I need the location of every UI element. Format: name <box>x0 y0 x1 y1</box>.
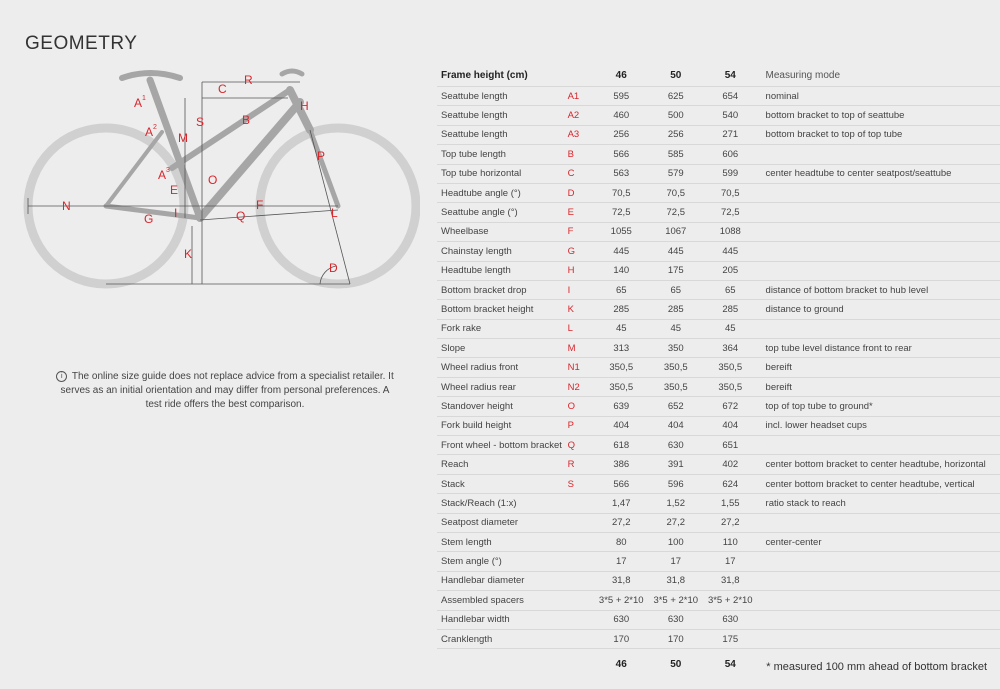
table-row <box>437 87 1000 106</box>
label-O: O <box>208 173 218 187</box>
row-name: Wheel radius rear <box>437 377 568 396</box>
row-value: 27,2 <box>703 513 758 532</box>
row-code <box>568 571 594 590</box>
row-measuring-mode <box>758 242 1000 261</box>
row-value: 170 <box>594 629 649 648</box>
label-E: E <box>170 183 179 197</box>
row-value: 566 <box>594 145 649 164</box>
row-value: 630 <box>649 610 704 629</box>
header-size: 46 <box>615 69 627 81</box>
row-value: 65 <box>649 280 704 299</box>
row-value: 639 <box>594 397 649 416</box>
row-value: 256 <box>594 125 649 144</box>
table-row <box>437 532 1000 551</box>
row-value: 285 <box>649 300 704 319</box>
row-name: Handlebar diameter <box>437 571 568 590</box>
table-row <box>437 145 1000 164</box>
row-measuring-mode <box>758 552 1000 571</box>
header-size: 54 <box>724 69 736 81</box>
row-measuring-mode <box>758 319 1000 338</box>
row-name: Cranklength <box>437 629 568 648</box>
svg-text:1: 1 <box>142 95 146 102</box>
header-measuring-mode: Measuring mode <box>765 69 841 81</box>
row-code: H <box>568 261 594 280</box>
row-value: 630 <box>703 610 758 629</box>
row-measuring-mode <box>758 203 1000 222</box>
row-name: Headtube angle (°) <box>437 183 568 202</box>
row-value: 445 <box>594 242 649 261</box>
row-code: N1 <box>568 358 594 377</box>
row-measuring-mode <box>758 610 1000 629</box>
row-code <box>568 552 594 571</box>
row-value: 72,5 <box>594 203 649 222</box>
label-I: I <box>174 206 178 220</box>
row-value: 445 <box>649 242 704 261</box>
row-value: 31,8 <box>703 571 758 590</box>
row-name: Fork build height <box>437 416 568 435</box>
row-measuring-mode <box>758 145 1000 164</box>
row-value: 80 <box>594 532 649 551</box>
row-code: B <box>568 145 594 164</box>
label-B: B <box>242 113 251 127</box>
row-code <box>568 494 594 513</box>
row-measuring-mode <box>758 513 1000 532</box>
row-value: 445 <box>703 242 758 261</box>
row-measuring-mode: bereift <box>758 358 1000 377</box>
footnote: * measured 100 mm ahead of bottom bracket <box>766 661 987 673</box>
row-value: 17 <box>649 552 704 571</box>
bike-geometry-diagram <box>20 60 420 300</box>
row-value: 566 <box>594 474 649 493</box>
row-code: P <box>568 416 594 435</box>
row-value: 595 <box>594 87 649 106</box>
table-row <box>437 261 1000 280</box>
row-name: Headtube length <box>437 261 568 280</box>
row-value: 624 <box>703 474 758 493</box>
row-value: 579 <box>649 164 704 183</box>
info-icon: i <box>56 371 67 382</box>
table-row <box>437 436 1000 455</box>
row-measuring-mode <box>758 183 1000 202</box>
row-code <box>568 629 594 648</box>
row-measuring-mode: distance of bottom bracket to hub level <box>758 280 1000 299</box>
label-L: L <box>331 206 338 220</box>
label-D: D <box>329 261 338 275</box>
label-K: K <box>184 247 193 261</box>
row-name: Bottom bracket height <box>437 300 568 319</box>
row-name: Stem length <box>437 532 568 551</box>
label-G: G <box>144 212 154 226</box>
row-value: 65 <box>703 280 758 299</box>
row-value: 31,8 <box>649 571 704 590</box>
label-F: F <box>256 198 264 212</box>
table-header-row <box>437 64 1000 87</box>
row-measuring-mode: incl. lower headset cups <box>758 416 1000 435</box>
row-measuring-mode <box>758 591 1000 610</box>
table-row <box>437 416 1000 435</box>
row-value: 350 <box>649 339 704 358</box>
table-row <box>437 474 1000 493</box>
header-size: 50 <box>670 69 682 81</box>
table-row <box>437 300 1000 319</box>
label-R: R <box>244 73 253 87</box>
row-name: Stack/Reach (1:x) <box>437 494 568 513</box>
table-row <box>437 164 1000 183</box>
row-code: K <box>568 300 594 319</box>
footer-size: 54 <box>703 649 758 680</box>
row-code: L <box>568 319 594 338</box>
row-value: 170 <box>649 629 704 648</box>
row-code: N2 <box>568 377 594 396</box>
table-row <box>437 397 1000 416</box>
row-name: Stack <box>437 474 568 493</box>
label-M: M <box>178 131 188 145</box>
row-value: 404 <box>703 416 758 435</box>
row-name: Seattube length <box>437 125 568 144</box>
size-guide-note <box>55 370 395 412</box>
row-value: 563 <box>594 164 649 183</box>
row-name: Wheel radius front <box>437 358 568 377</box>
label-H: H <box>300 99 309 113</box>
row-value: 110 <box>703 532 758 551</box>
row-measuring-mode <box>758 261 1000 280</box>
table-row <box>437 591 1000 610</box>
row-value: 630 <box>649 436 704 455</box>
row-name: Fork rake <box>437 319 568 338</box>
row-measuring-mode: center headtube to center seatpost/seattube <box>758 164 1000 183</box>
row-measuring-mode: center bottom bracket to center headtube, horizontal <box>758 455 1000 474</box>
label-Q: Q <box>236 209 246 223</box>
row-name: Seatpost diameter <box>437 513 568 532</box>
row-name: Handlebar width <box>437 610 568 629</box>
label-P: P <box>317 149 326 163</box>
row-value: 651 <box>703 436 758 455</box>
row-name: Assembled spacers <box>437 591 568 610</box>
table-row <box>437 125 1000 144</box>
table-row <box>437 629 1000 648</box>
table-row <box>437 280 1000 299</box>
row-value: 596 <box>649 474 704 493</box>
footer-size: 50 <box>649 649 704 680</box>
row-value: 175 <box>703 629 758 648</box>
row-value: 350,5 <box>703 377 758 396</box>
row-value: 350,5 <box>594 377 649 396</box>
row-value: 313 <box>594 339 649 358</box>
row-value: 72,5 <box>703 203 758 222</box>
row-value: 45 <box>649 319 704 338</box>
row-value: 175 <box>649 261 704 280</box>
svg-text:3: 3 <box>166 167 170 174</box>
row-code: E <box>568 203 594 222</box>
row-measuring-mode: nominal <box>758 87 1000 106</box>
row-value: 31,8 <box>594 571 649 590</box>
row-value: 654 <box>703 87 758 106</box>
row-value: 672 <box>703 397 758 416</box>
row-value: 404 <box>649 416 704 435</box>
table-row <box>437 358 1000 377</box>
row-value: 271 <box>703 125 758 144</box>
label-A2: A <box>145 125 154 139</box>
label-S: S <box>196 115 205 129</box>
row-code <box>568 610 594 629</box>
row-value: 45 <box>594 319 649 338</box>
row-name: Wheelbase <box>437 222 568 241</box>
row-value: 1,47 <box>594 494 649 513</box>
row-measuring-mode: bottom bracket to top of top tube <box>758 125 1000 144</box>
row-measuring-mode: bereift <box>758 377 1000 396</box>
row-code: F <box>568 222 594 241</box>
table-row <box>437 319 1000 338</box>
row-measuring-mode: ratio stack to reach <box>758 494 1000 513</box>
row-value: 285 <box>594 300 649 319</box>
row-code: D <box>568 183 594 202</box>
row-name: Top tube length <box>437 145 568 164</box>
row-value: 599 <box>703 164 758 183</box>
row-name: Reach <box>437 455 568 474</box>
row-code: A1 <box>568 87 594 106</box>
row-name: Seattube angle (°) <box>437 203 568 222</box>
row-code: S <box>568 474 594 493</box>
row-code: R <box>568 455 594 474</box>
row-name: Standover height <box>437 397 568 416</box>
row-value: 72,5 <box>649 203 704 222</box>
row-name: Bottom bracket drop <box>437 280 568 299</box>
row-value: 70,5 <box>594 183 649 202</box>
row-measuring-mode: bottom bracket to top of seattube <box>758 106 1000 125</box>
table-row <box>437 222 1000 241</box>
row-value: 1,55 <box>703 494 758 513</box>
row-measuring-mode: center-center <box>758 532 1000 551</box>
table-row <box>437 610 1000 629</box>
row-code: A2 <box>568 106 594 125</box>
table-row <box>437 339 1000 358</box>
row-value: 1,52 <box>649 494 704 513</box>
row-code <box>568 513 594 532</box>
row-name: Chainstay length <box>437 242 568 261</box>
table-row <box>437 106 1000 125</box>
row-value: 606 <box>703 145 758 164</box>
header-frame-height: Frame height (cm) <box>441 69 528 81</box>
table-row <box>437 377 1000 396</box>
footer-size: 46 <box>594 649 649 680</box>
row-value: 3*5 + 2*10 <box>649 591 704 610</box>
row-name: Seattube length <box>437 87 568 106</box>
row-value: 364 <box>703 339 758 358</box>
table-row <box>437 494 1000 513</box>
row-value: 391 <box>649 455 704 474</box>
row-measuring-mode <box>758 629 1000 648</box>
table-row <box>437 203 1000 222</box>
row-value: 625 <box>649 87 704 106</box>
geometry-table <box>437 64 1000 679</box>
label-N: N <box>62 199 71 213</box>
row-value: 17 <box>594 552 649 571</box>
row-value: 652 <box>649 397 704 416</box>
row-value: 27,2 <box>594 513 649 532</box>
page-title: GEOMETRY <box>25 32 138 54</box>
row-code: I <box>568 280 594 299</box>
row-measuring-mode: center bottom bracket to center headtube, vertical <box>758 474 1000 493</box>
row-value: 404 <box>594 416 649 435</box>
row-value: 500 <box>649 106 704 125</box>
row-value: 630 <box>594 610 649 629</box>
label-A1: A <box>134 96 143 110</box>
size-guide-note-text: The online size guide does not replace advice from a specialist retailer. It serves as an initial orientation and may differ from personal preferences. A test ride offers the best comparison. <box>60 371 394 410</box>
table-row <box>437 242 1000 261</box>
row-value: 70,5 <box>649 183 704 202</box>
row-value: 3*5 + 2*10 <box>703 591 758 610</box>
row-name: Front wheel - bottom bracket <box>437 436 568 455</box>
row-value: 256 <box>649 125 704 144</box>
row-name: Stem angle (°) <box>437 552 568 571</box>
row-measuring-mode: distance to ground <box>758 300 1000 319</box>
row-value: 285 <box>703 300 758 319</box>
row-value: 350,5 <box>649 377 704 396</box>
row-code <box>568 591 594 610</box>
table-row <box>437 513 1000 532</box>
row-measuring-mode: top of top tube to ground* <box>758 397 1000 416</box>
row-code: A3 <box>568 125 594 144</box>
row-name: Top tube horizontal <box>437 164 568 183</box>
row-value: 45 <box>703 319 758 338</box>
svg-text:2: 2 <box>153 124 157 131</box>
row-value: 350,5 <box>649 358 704 377</box>
row-value: 350,5 <box>594 358 649 377</box>
row-value: 140 <box>594 261 649 280</box>
row-value: 618 <box>594 436 649 455</box>
row-value: 1067 <box>649 222 704 241</box>
table-row <box>437 183 1000 202</box>
row-value: 3*5 + 2*10 <box>594 591 649 610</box>
row-value: 17 <box>703 552 758 571</box>
row-code: M <box>568 339 594 358</box>
table-row <box>437 455 1000 474</box>
row-value: 1088 <box>703 222 758 241</box>
row-value: 386 <box>594 455 649 474</box>
label-C: C <box>218 82 227 96</box>
row-value: 70,5 <box>703 183 758 202</box>
row-code: O <box>568 397 594 416</box>
row-measuring-mode: top tube level distance front to rear <box>758 339 1000 358</box>
row-value: 350,5 <box>703 358 758 377</box>
row-measuring-mode <box>758 222 1000 241</box>
table-row <box>437 552 1000 571</box>
row-code <box>568 532 594 551</box>
row-measuring-mode <box>758 436 1000 455</box>
row-value: 402 <box>703 455 758 474</box>
row-value: 27,2 <box>649 513 704 532</box>
row-code: C <box>568 164 594 183</box>
label-A3: A <box>158 168 167 182</box>
row-value: 205 <box>703 261 758 280</box>
row-measuring-mode <box>758 571 1000 590</box>
row-code: Q <box>568 436 594 455</box>
row-value: 1055 <box>594 222 649 241</box>
row-code: G <box>568 242 594 261</box>
row-value: 65 <box>594 280 649 299</box>
row-value: 460 <box>594 106 649 125</box>
row-value: 585 <box>649 145 704 164</box>
table-row <box>437 571 1000 590</box>
row-value: 540 <box>703 106 758 125</box>
row-value: 100 <box>649 532 704 551</box>
row-name: Slope <box>437 339 568 358</box>
row-name: Seattube length <box>437 106 568 125</box>
